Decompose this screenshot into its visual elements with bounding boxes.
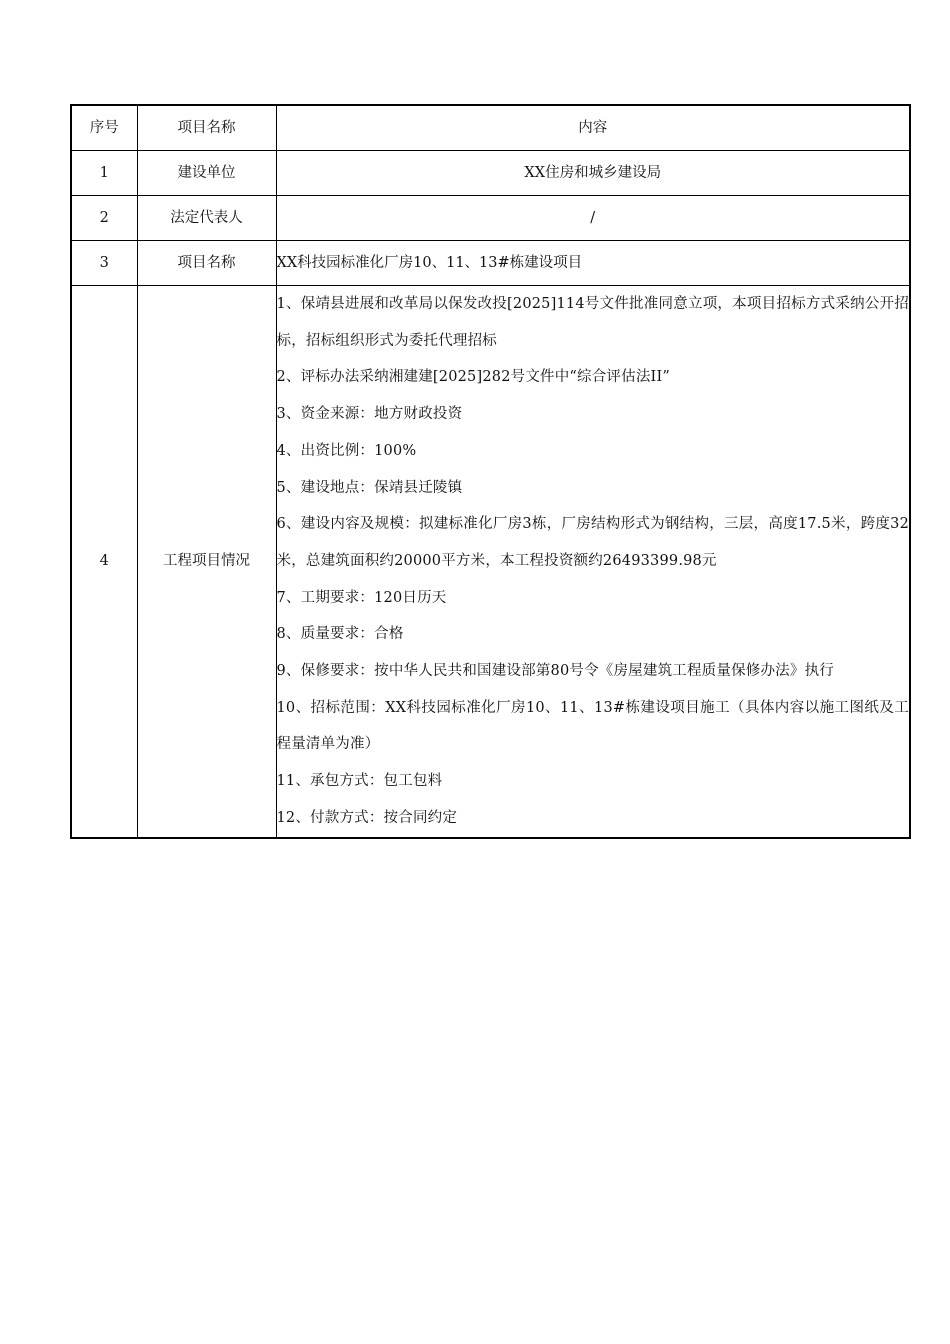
detail-item: 9、保修要求：按中华人民共和国建设部第80号令《房屋建筑工程质量保修办法》执行 [276, 663, 834, 680]
detail-item: 4、出资比例：100% [276, 442, 417, 459]
detail-item: 1、保靖县进展和改革局以保发改投[2025]114号文件批准同意立项，本项目招标方式采纳公开招标，招标组织形式为委托代理招标 [276, 296, 909, 349]
row-name-cell: 项目名称 [137, 241, 276, 286]
detail-item: 12、付款方式：按合同约定 [276, 809, 458, 826]
detail-item: 3、资金来源：地方财政投资 [276, 406, 463, 423]
row-content-cell: XX住房和城乡建设局 [276, 151, 910, 196]
detail-item: 2、评标办法采纳湘建建[2025]282号文件中“综合评估法II” [276, 369, 670, 386]
table-row [71, 151, 910, 196]
row-name-cell: 工程项目情况 [137, 286, 276, 838]
detail-item: 11、承包方式：包工包料 [276, 773, 443, 790]
row-content-cell: XX科技园标准化厂房10、11、13#栋建设项目 [276, 241, 910, 286]
detail-item: 6、建设内容及规模：拟建标准化厂房3栋，厂房结构形式为钢结构，三层，高度17.5米，跨度32米，总建筑面积约20000平方米，本工程投资额约26493399.98元 [276, 516, 909, 569]
table-row-project-details [71, 286, 910, 838]
table-row [71, 241, 910, 286]
row-index-cell: 3 [71, 241, 137, 286]
detail-item: 5、建设地点：保靖县迁陵镇 [276, 479, 463, 496]
row-name-cell: 法定代表人 [137, 196, 276, 241]
row-index-cell: 2 [71, 196, 137, 241]
detail-item: 10、招标范围：XX科技园标准化厂房10、11、13#栋建设项目施工（具体内容以施工图纸及工程量清单为准） [276, 699, 909, 753]
header-index-cell: 序号 [71, 105, 137, 151]
detail-item: 7、工期要求：120日历天 [276, 589, 447, 606]
header-content-cell: 内容 [276, 105, 910, 151]
project-details-cell [276, 286, 910, 838]
row-index-cell: 1 [71, 151, 137, 196]
project-info-table [70, 104, 911, 839]
header-name-cell: 项目名称 [137, 105, 276, 151]
table-row [71, 196, 910, 241]
row-content-cell: / [276, 196, 910, 241]
detail-item: 8、质量要求：合格 [276, 626, 404, 643]
row-index-cell: 4 [71, 286, 137, 838]
table-header-row [71, 105, 910, 151]
row-name-cell: 建设单位 [137, 151, 276, 196]
